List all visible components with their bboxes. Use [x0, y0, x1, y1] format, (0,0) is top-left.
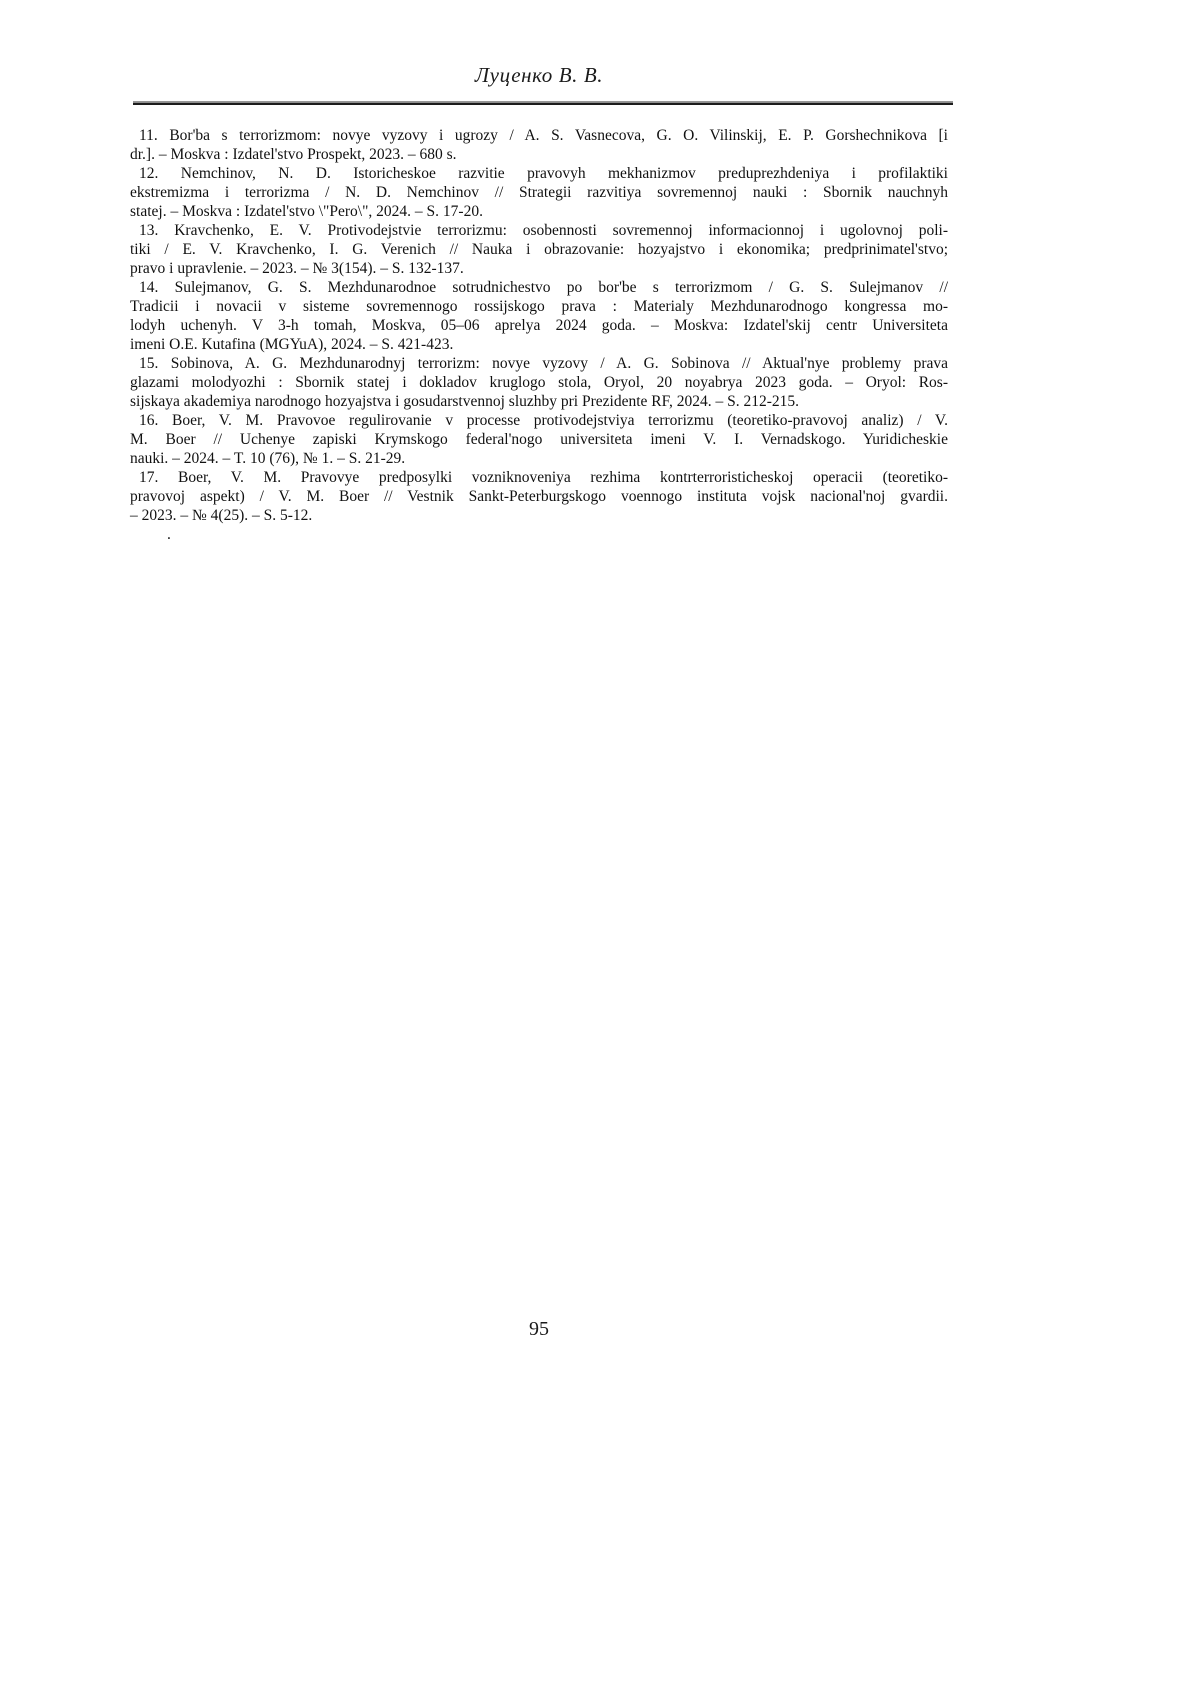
reference-item-14 — [130, 278, 948, 354]
reference-item-12 — [130, 164, 948, 221]
reference-line: pravo i upravlenie. – 2023. – № 3(154). – S. 132-137. — [130, 260, 464, 277]
reference-line: lodyh uchenyh. V 3-h tomah, Moskva, 05–06 aprelya 2024 goda. – Moskva: Izdatel'skij centr Universiteta — [130, 317, 948, 334]
reference-item-15 — [130, 354, 948, 411]
running-header-title: Луценко В. В. — [474, 63, 604, 87]
reference-line: sijskaya akademiya narodnogo hozyajstva i gosudarstvennoj sluzhby pri Prezidente RF, 2024. – S. 212-215. — [130, 393, 800, 410]
reference-line: dr.]. – Moskva : Izdatel'stvo Prospekt, 2023. – 680 s. — [130, 146, 457, 163]
reference-item-11 — [130, 126, 948, 164]
reference-line: glazami molodyozhi : Sbornik statej i dokladov kruglogo stola, Oryol, 20 noyabrya 2023 goda. – Oryol: Ros- — [130, 374, 948, 391]
reference-line: ekstremizma i terrorizma / N. D. Nemchinov // Strategii razvitiya sovremennoj nauki : Sbornik nauchnyh — [130, 184, 948, 201]
reference-line: 14. Sulejmanov, G. S. Mezhdunarodnoe sotrudnichestvo po bor'be s terrorizmom / G. S. Sulejmanov // — [139, 279, 948, 296]
reference-item-13 — [130, 221, 948, 278]
reference-line: 13. Kravchenko, E. V. Protivodejstvie terrorizmu: osobennosti sovremennoj informacionnoj i ugolovnoj poli- — [139, 222, 948, 239]
header-rule — [133, 101, 953, 105]
reference-line: Tradicii i novacii v sisteme sovremennogo rossijskogo prava : Materialy Mezhdunarodnogo kongressa mo- — [130, 298, 948, 315]
reference-line: statej. – Moskva : Izdatel'stvo \"Pero\", 2024. – S. 17-20. — [130, 203, 483, 220]
reference-line: 12. Nemchinov, N. D. Istoricheskoe razvitie pravovyh mekhanizmov preduprezhdeniya i profilaktiki — [139, 165, 948, 182]
trailing-dot: . — [167, 526, 171, 543]
reference-line: M. Boer // Uchenye zapiski Krymskogo federal'nogo universiteta imeni V. I. Vernadskogo. Yuridicheskie — [130, 431, 948, 448]
reference-line: nauki. – 2024. – T. 10 (76), № 1. – S. 21-29. — [130, 450, 406, 467]
reference-line: 11. Bor'ba s terrorizmom: novye vyzovy i ugrozy / A. S. Vasnecova, G. O. Vilinskij, E. P. Gorshechnikova [i — [139, 127, 948, 144]
reference-item-16 — [130, 411, 948, 468]
reference-line: pravovoj aspekt) / V. M. Boer // Vestnik Sankt-Peterburgskogo voennogo instituta vojsk nacional'noj gvardii. — [130, 488, 948, 505]
reference-list — [130, 126, 948, 544]
page-number: 95 — [529, 1318, 549, 1340]
reference-line: imeni O.E. Kutafina (MGYuA), 2024. – S. 421-423. — [130, 336, 454, 353]
reference-line: 16. Boer, V. M. Pravovoe regulirovanie v processe protivodejstviya terrorizmu (teoretiko-pravovoj analiz) / V. — [139, 412, 948, 429]
reference-line: 17. Boer, V. M. Pravovye predposylki vozniknoveniya rezhima kontrterroristicheskoj operacii (teoretiko- — [139, 469, 948, 486]
reference-line: – 2023. – № 4(25). – S. 5-12. — [130, 507, 313, 524]
reference-line: tiki / E. V. Kravchenko, I. G. Verenich // Nauka i obrazovanie: hozyajstvo i ekonomika; predprinimatel'stvo; — [130, 241, 948, 258]
reference-line: 15. Sobinova, A. G. Mezhdunarodnyj terrorizm: novye vyzovy / A. G. Sobinova // Aktual'nye problemy prava — [139, 355, 948, 372]
reference-item-17 — [130, 468, 948, 525]
